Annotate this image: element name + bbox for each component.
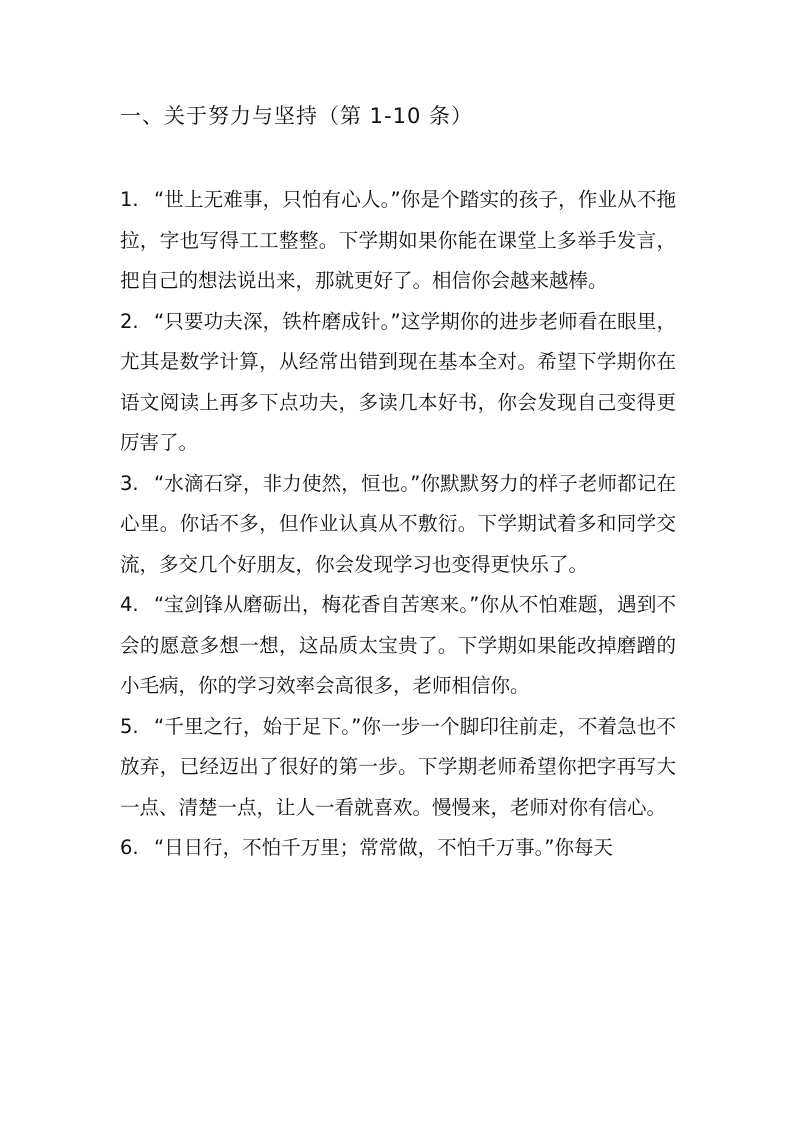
section-heading: 一、关于努力与坚持（第 1-10 条） <box>120 104 474 128</box>
comment-item <box>120 180 676 302</box>
comment-item <box>120 707 676 829</box>
item-number: 6. <box>120 836 139 859</box>
comment-item <box>120 585 676 707</box>
comment-list <box>120 180 676 869</box>
item-number: 2. <box>120 309 139 333</box>
item-text: “日日行，不怕千万里；常常做，不怕千万事。”你每天 <box>154 836 613 859</box>
comment-item <box>120 464 676 586</box>
item-text: “只要功夫深，铁杵磨成针。”这学期你的进步老师看在眼里，尤其是数学计算，从经常出错到现在基本全对。希望下学期你在语文阅读上再多下点功夫，多读几本好书，你会发现自己变得更厉害了。 <box>120 309 676 454</box>
item-text: “千里之行，始于足下。”你一步一个脚印往前走，不着急也不放弃，已经迈出了很好的第一步。下学期老师希望你把字再写大一点、清楚一点，让人一看就喜欢。慢慢来，老师对你有信心。 <box>120 714 676 819</box>
item-number: 5. <box>120 714 139 738</box>
item-number: 3. <box>120 471 139 495</box>
item-text: “世上无难事，只怕有心人。”你是个踏实的孩子，作业从不拖拉，字也写得工工整整。下学期如果你能在课堂上多举手发言，把自己的想法说出来，那就更好了。相信你会越来越棒。 <box>120 188 676 292</box>
item-number: 4. <box>120 593 139 616</box>
item-number: 1. <box>120 188 139 211</box>
comment-item <box>120 302 676 464</box>
item-text: “宝剑锋从磨砺出，梅花香自苦寒来。”你从不怕难题，遇到不会的愿意多想一想，这品质太宝贵了。下学期如果能改掉磨蹭的小毛病，你的学习效率会高很多，老师相信你。 <box>120 593 676 697</box>
item-text: “水滴石穿，非力使然，恒也。”你默默努力的样子老师都记在心里。你话不多，但作业认真从不敷衍。下学期试着多和同学交流，多交几个好朋友，你会发现学习也变得更快乐了。 <box>120 471 676 576</box>
comment-item <box>120 828 676 869</box>
